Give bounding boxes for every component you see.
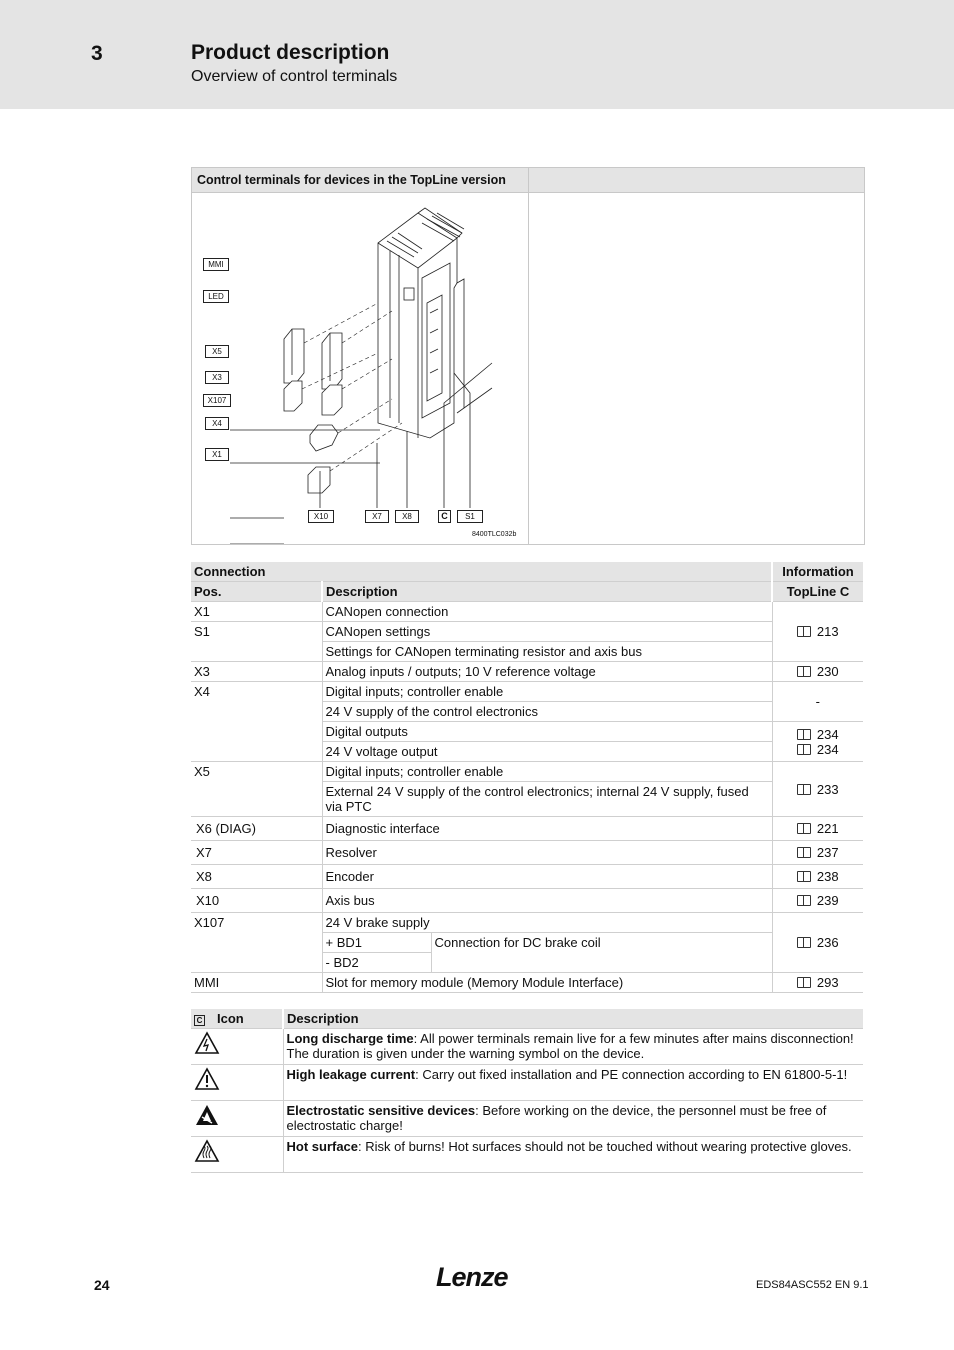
figure-title: Control terminals for devices in the TopLine version — [192, 168, 528, 192]
label-x4: X4 — [205, 417, 229, 430]
table-row: X7 Resolver 237 — [191, 841, 863, 865]
lenze-logo: Lenze — [436, 1262, 508, 1292]
table-row: External 24 V supply of the control electronics; internal 24 V supply, fused via PTC — [191, 782, 863, 817]
header-topline: TopLine C — [772, 582, 863, 602]
page-header — [0, 0, 954, 109]
label-x107: X107 — [203, 394, 231, 407]
table-row: + BD1 Connection for DC brake coil — [191, 933, 863, 953]
warning-icon — [194, 1067, 220, 1091]
label-x8: X8 — [395, 510, 419, 523]
icon-table — [191, 1009, 863, 1173]
table-row: X1 CANopen connection 213 — [191, 602, 863, 622]
page-number: 24 — [94, 1277, 110, 1293]
book-icon — [797, 847, 811, 858]
header-information: Information — [772, 562, 863, 582]
book-icon — [797, 895, 811, 906]
table-row: X8 Encoder 238 — [191, 865, 863, 889]
label-s1: S1 — [457, 510, 483, 523]
book-icon — [797, 977, 811, 988]
header-description: Description — [283, 1009, 863, 1029]
table-row: X107 24 V brake supply 236 — [191, 913, 863, 933]
chapter-number: 3 — [91, 42, 103, 65]
label-x5: X5 — [205, 345, 229, 358]
book-icon — [797, 871, 811, 882]
table-row: Electrostatic sensitive devices: Before working on the device, the personnel must be free of electrostatic charge! — [191, 1101, 863, 1137]
c-icon: C — [194, 1015, 205, 1026]
table-row: Digital outputs 234 234 — [191, 722, 863, 742]
label-x1: X1 — [205, 448, 229, 461]
label-x3: X3 — [205, 371, 229, 384]
figure-code: 8400TLC032b — [472, 531, 517, 538]
table-row: High leakage current: Carry out fixed installation and PE connection according to EN 61800-5-1! — [191, 1065, 863, 1101]
label-mmi: MMI — [203, 258, 229, 271]
document-id: EDS84ASC552 EN 9.1 — [756, 1279, 869, 1291]
chapter-title: Product description — [191, 41, 390, 64]
label-c: C — [438, 510, 451, 523]
book-icon — [797, 729, 811, 740]
table-row: MMI Slot for memory module (Memory Module Interface) 293 — [191, 973, 863, 993]
table-row: Long discharge time: All power terminals remain live for a few minutes after mains disconnection! The duration is given under the warning symbol on the device. — [191, 1029, 863, 1065]
book-icon — [797, 744, 811, 755]
connection-table — [191, 562, 863, 993]
esd-icon — [194, 1103, 220, 1129]
table-row: - BD2 — [191, 953, 863, 973]
book-icon — [797, 823, 811, 834]
book-icon — [797, 937, 811, 948]
header-pos: Pos. — [191, 582, 322, 602]
hot-surface-icon — [194, 1139, 220, 1163]
header-connection: Connection — [191, 562, 772, 582]
table-row: X5 Digital inputs; controller enable 233 — [191, 762, 863, 782]
label-led: LED — [203, 290, 229, 303]
table-row: X4 Digital inputs; controller enable - — [191, 682, 863, 702]
book-icon — [797, 666, 811, 677]
table-row: 24 V voltage output — [191, 742, 863, 762]
discharge-warning-icon — [194, 1031, 220, 1055]
header-icon: Icon — [214, 1009, 283, 1029]
table-row: X10 Axis bus 239 — [191, 889, 863, 913]
table-row: X6 (DIAG) Diagnostic interface 221 — [191, 817, 863, 841]
header-description: Description — [322, 582, 772, 602]
terminal-diagram — [192, 193, 528, 544]
table-row: S1 CANopen settings — [191, 622, 863, 642]
table-row: 24 V supply of the control electronics — [191, 702, 863, 722]
table-row: Hot surface: Risk of burns! Hot surfaces should not be touched without wearing protective gloves. — [191, 1137, 863, 1173]
table-row: X3 Analog inputs / outputs; 10 V reference voltage 230 — [191, 662, 863, 682]
book-icon — [797, 626, 811, 637]
label-x10: X10 — [308, 510, 334, 523]
table-row: Settings for CANopen terminating resistor and axis bus — [191, 642, 863, 662]
label-x7: X7 — [365, 510, 389, 523]
book-icon — [797, 784, 811, 795]
figure-box — [191, 167, 865, 545]
section-title: Overview of control terminals — [191, 68, 398, 85]
